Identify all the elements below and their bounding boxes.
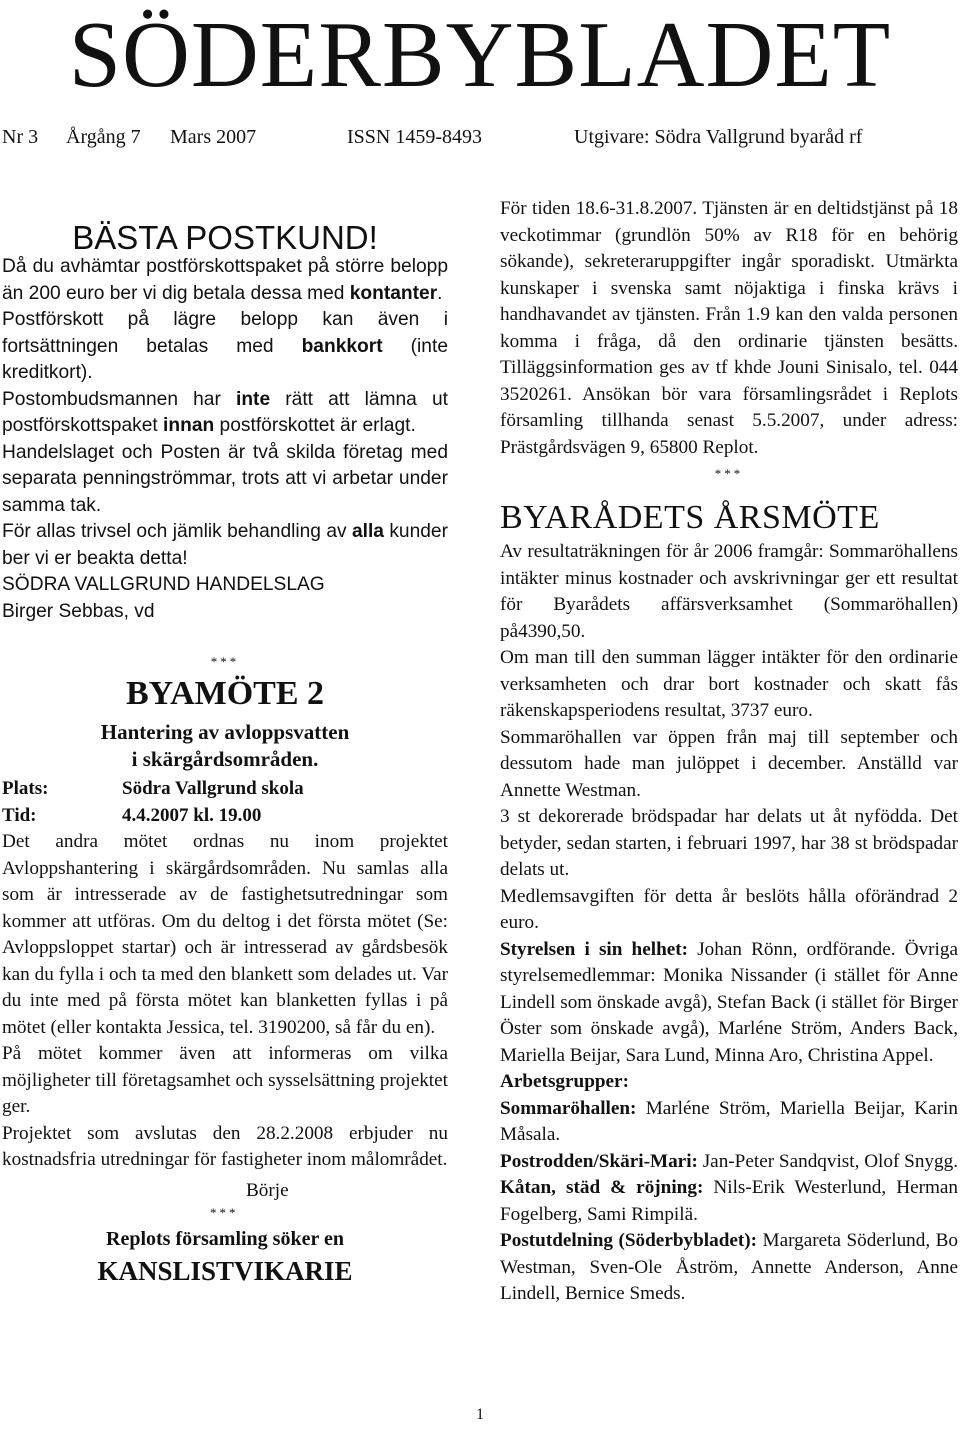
separator-stars-3: *** — [714, 466, 744, 481]
byamote-signature: Börje — [246, 1179, 289, 1201]
postkund-p4: Handelslaget och Posten är två skilda företag med separata penningströmmar, trots att vi arbetar under samma tak. — [2, 441, 448, 516]
byamote-title: BYAMÖTE 2 — [125, 675, 325, 712]
postkund-p2: Postförskott på lägre belopp kan även i fortsättningen betalas med bankkort (inte kreditkort). — [2, 309, 448, 383]
masthead-title: SÖDERBYBLADET — [68, 3, 892, 107]
separator-stars-2: *** — [210, 1205, 239, 1220]
kansli-article — [500, 196, 958, 461]
arsmote-p11: Postutdelning (Söderbybladet): Margareta Söderlund, Bo Westman, Sven-Ole Åström, Annette Anderson, Anne Lindell, Bernice Smeds. — [500, 1230, 958, 1304]
postkund-signature-org: SÖDRA VALLGRUND HANDELSLAG — [2, 574, 325, 595]
byamote-p2: På mötet kommer även att informeras om vilka möjligheter till företagsamhet och sysselsättning projektet ger. — [2, 1043, 448, 1117]
kansli-title: KANSLISTVIKARIE — [97, 1256, 353, 1286]
arsmote-article — [500, 539, 958, 1308]
arsmote-p7: Arbetsgrupper: — [500, 1071, 629, 1092]
arsmote-p1: Av resultaträkningen för år 2006 framgår: Sommaröhallens intäkter minus kostnader och avskrivningar ger ett resultat för Byarådets affärsverksamhet (Sommaröhallen) på4390,50. — [500, 541, 958, 642]
postkund-p5: För allas trivsel och jämlik behandling av alla kunder ber vi er beakta detta! — [2, 521, 448, 569]
byamote-details — [2, 775, 448, 829]
arsmote-p8: Sommaröhallen: Marléne Ström, Mariella Beijar, Karin Måsala. — [500, 1097, 958, 1145]
arsmote-p4: 3 st dekorerade brödspadar har delats ut åt nyfödda. Det betyder, sedan starten, i februari 1997, har 38 st brödspadar delats ut. — [500, 806, 958, 880]
postkund-article — [2, 254, 448, 625]
issue-date: Mars 2007 — [170, 126, 257, 148]
arsmote-p6: Styrelsen i sin helhet: Johan Rönn, ordförande. Övriga styrelsemedlemmar: Monika Nissander (i stället för Anne Lindell som önskade avgå), Stefan Back (i stället för Birger Öster som önskade avgå), Marléne Ström, Anders Back, Mariella Beijar, Sara Lund, Minna Aro, Christina Appel. — [500, 938, 958, 1066]
left-column — [2, 219, 448, 1288]
right-column — [500, 196, 958, 1308]
postkund-p1: Då du avhämtar postförskottspaket på större belopp än 200 euro ber vi dig betala dessa med kontanter. — [2, 256, 448, 304]
separator-stars: *** — [210, 654, 240, 669]
postkund-signature-name: Birger Sebbas, vd — [2, 600, 155, 622]
byamote-p3: Projektet som avslutas den 28.2.2008 erbjuder nu kostnadsfria utredningar för fastigheter inom målområdet. — [2, 1122, 448, 1170]
byamote-time: Tid: 4.4.2007 kl. 19.00 — [2, 805, 262, 826]
arsmote-title: BYARÅDETS ÅRSMÖTE — [500, 499, 880, 536]
arsmote-p9: Postrodden/Skäri-Mari: Jan-Peter Sandqvist, Olof Snygg. — [500, 1150, 959, 1172]
postkund-p3: Postombudsmannen har inte rätt att lämna ut postförskottspaket innan postförskottet är erlagt. — [2, 388, 448, 436]
byamote-subtitle-1: Hantering av avloppsvatten — [100, 720, 350, 744]
page-number: 1 — [476, 1406, 484, 1423]
issue-number: Nr 3 — [2, 126, 39, 148]
byamote-p1: Det andra mötet ordnas nu inom projektet Avloppshantering i skärgårdsområden. Nu samlas alla som är intresserade av de fastighetsutredningar som kommer att utföras. Om du deltog i det första mötet (Se: Avloppsloppet startar) och är intresserad av gårdsbesök kan du fylla i och ta med den blankett som delades ut. Var du inte med på första mötet kan blanketten fyllas i på mötet (eller kontakta Jessica, tel. 3190200, så får du en). — [2, 831, 448, 1038]
postkund-title: BÄSTA POSTKUND! — [72, 219, 378, 256]
byamote-article — [2, 829, 448, 1204]
byamote-subtitle-2: i skärgårdsområden. — [131, 747, 319, 771]
publisher: Utgivare: Södra Vallgrund byaråd rf — [574, 126, 863, 148]
kansli-heading: Replots församling söker en — [106, 1228, 344, 1250]
arsmote-p5: Medlemsavgiften för detta år beslöts hålla oförändrad 2 euro. — [500, 885, 958, 933]
arsmote-p2: Om man till den summan lägger intäkter för den ordinarie verksamheten och drar bort kostnader och skatt fås räkenskapsperiodens resultat, 3737 euro. — [500, 647, 958, 721]
volume: Årgång 7 — [66, 126, 141, 148]
arsmote-p3: Sommaröhallen var öppen från maj till september och dessutom hade man julöppet i december. Anställd var Annette Westman. — [500, 726, 958, 801]
issn: ISSN 1459-8493 — [347, 126, 483, 148]
byamote-place: Plats: Södra Vallgrund skola — [2, 778, 304, 799]
arsmote-p10: Kåtan, städ & röjning: Nils-Erik Westerlund, Herman Fogelberg, Sami Rimpilä. — [500, 1177, 959, 1225]
kansli-p1: För tiden 18.6-31.8.2007. Tjänsten är en deltidstjänst på 18 veckotimmar (grundlön 50% av R18 för en behörig sökande), sekreteraruppgifter ingår sporadiskt. Utmärkta kunskaper i svenska samt nöjaktiga i finska krävs i handhavandet av tjänsten. Från 1.9 kan den valda personen komma i fråga, då den ordinarie tjänsten besätts. Tilläggsinformation ges av tf khde Jouni Sinisalo, tel. 044 3520261. Ansökan bör vara församlingsrådet i Replots församling tillhanda senast 5.5.2007, under adress: Prästgårdsvägen 9, 65800 Replot. — [500, 198, 958, 458]
